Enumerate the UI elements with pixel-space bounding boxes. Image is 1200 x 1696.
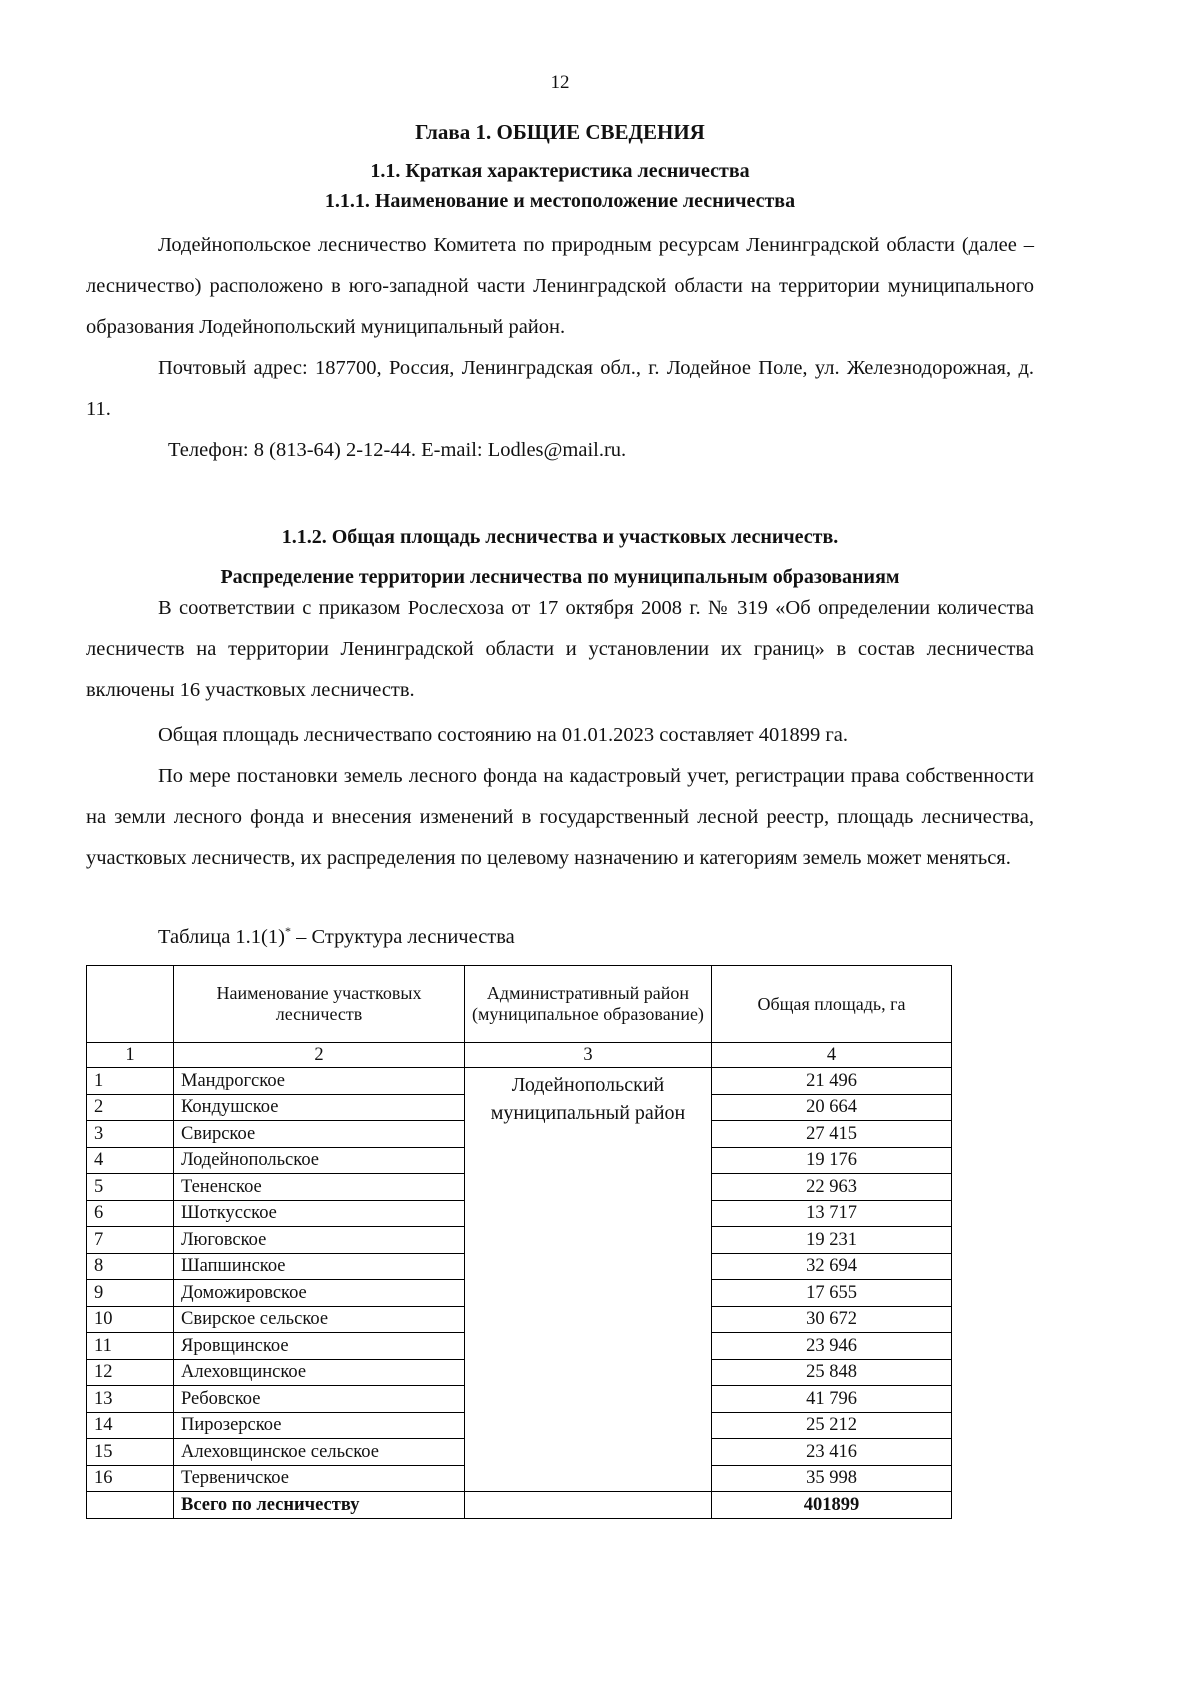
row-number: 3 (87, 1121, 174, 1148)
row-area: 22 963 (712, 1174, 952, 1201)
row-number: 11 (87, 1333, 174, 1360)
row-area: 17 655 (712, 1280, 952, 1307)
paragraph-total-area: Общая площадь лесничествапо состоянию на 01.01.2023 составляет 401899 га. (158, 724, 849, 746)
row-area: 23 946 (712, 1333, 952, 1360)
row-area: 23 416 (712, 1439, 952, 1466)
header-district: Административный район (муниципальное образование) (465, 966, 712, 1043)
row-area: 27 415 (712, 1121, 952, 1148)
row-area: 30 672 (712, 1306, 952, 1333)
table-caption-suffix: – Структура лесничества (290, 925, 515, 948)
row-area: 21 496 (712, 1068, 952, 1095)
row-forestry-name: Яровщинское (174, 1333, 465, 1360)
page-number: 12 (550, 72, 570, 93)
row-forestry-name: Шоткусское (174, 1200, 465, 1227)
row-number: 14 (87, 1412, 174, 1439)
header-name: Наименование участковых лесничеств (174, 966, 465, 1043)
row-number: 13 (87, 1386, 174, 1413)
paragraph-order: В соответствии с приказом Рослесхоза от 17 октября 2008 г. № 319 «Об определении количества лесничеств на территории Ленинградской области и установлении их границ» в состав лесничества включены 16 участковых лесничеств. (86, 597, 1034, 701)
header-area: Общая площадь, га (712, 966, 952, 1043)
row-number: 1 (87, 1068, 174, 1095)
row-forestry-name: Шапшинское (174, 1253, 465, 1280)
row-forestry-name: Тервеничское (174, 1465, 465, 1492)
section-heading-1-1-2: 1.1.2. Общая площадь лесничества и участковых лесничеств. (281, 526, 839, 548)
row-number: 2 (87, 1094, 174, 1121)
total-cell-empty (87, 1492, 174, 1519)
row-number: 7 (87, 1227, 174, 1254)
paragraph-changes: По мере постановки земель лесного фонда на кадастровый учет, регистрации права собственности на земли лесного фонда и внесения изменений в государственный лесной реестр, площадь лесничества, участковых лесничеств, их распределения по целевому назначению и категориям земель может меняться. (86, 765, 1034, 869)
paragraph-address: Почтовый адрес: 187700, Россия, Ленинградская обл., г. Лодейное Поле, ул. Железнодорожная, д. 11. (86, 357, 1034, 420)
column-number: 4 (712, 1043, 952, 1068)
row-forestry-name: Свирское сельское (174, 1306, 465, 1333)
row-area: 25 212 (712, 1412, 952, 1439)
row-forestry-name: Алеховщинское (174, 1359, 465, 1386)
chapter-title: Глава 1. ОБЩИЕ СВЕДЕНИЯ (415, 120, 705, 144)
section-heading-1-1-1: 1.1.1. Наименование и местоположение лесничества (324, 190, 796, 212)
row-number: 12 (87, 1359, 174, 1386)
row-area: 35 998 (712, 1465, 952, 1492)
total-area: 401899 (712, 1492, 952, 1519)
row-number: 15 (87, 1439, 174, 1466)
row-forestry-name: Кондушское (174, 1094, 465, 1121)
row-forestry-name: Пирозерское (174, 1412, 465, 1439)
row-forestry-name: Свирское (174, 1121, 465, 1148)
table-caption (158, 924, 515, 949)
row-area: 41 796 (712, 1386, 952, 1413)
column-number: 2 (174, 1043, 465, 1068)
paragraph-phone: Телефон: 8 (813-64) 2-12-44. E-mail: Lodles@mail.ru. (168, 439, 627, 461)
row-number: 10 (87, 1306, 174, 1333)
row-forestry-name: Доможировское (174, 1280, 465, 1307)
section-heading-distribution: Распределение территории лесничества по муниципальным образованиям (220, 566, 900, 588)
row-forestry-name: Люговское (174, 1227, 465, 1254)
paragraph-location: Лодейнопольское лесничество Комитета по природным ресурсам Ленинградской области (далее – лесничество) расположено в юго-западной части Ленинградской области на территории муниципального образования Лодейнопольский муниципальный район. (86, 234, 1034, 338)
row-area: 13 717 (712, 1200, 952, 1227)
row-area: 32 694 (712, 1253, 952, 1280)
section-heading-1-1: 1.1. Краткая характеристика лесничества (370, 160, 750, 182)
row-area: 19 231 (712, 1227, 952, 1254)
row-area: 25 848 (712, 1359, 952, 1386)
row-number: 16 (87, 1465, 174, 1492)
row-number: 9 (87, 1280, 174, 1307)
total-cell-empty (465, 1492, 712, 1519)
row-forestry-name: Лодейнопольское (174, 1147, 465, 1174)
table-row (87, 1068, 952, 1095)
row-forestry-name: Мандрогское (174, 1068, 465, 1095)
column-number: 1 (87, 1043, 174, 1068)
row-area: 19 176 (712, 1147, 952, 1174)
row-forestry-name: Алеховщинское сельское (174, 1439, 465, 1466)
row-number: 6 (87, 1200, 174, 1227)
row-number: 8 (87, 1253, 174, 1280)
row-number: 4 (87, 1147, 174, 1174)
forestry-structure-table (86, 965, 952, 1519)
table-caption-mark: * (284, 924, 291, 938)
row-number: 5 (87, 1174, 174, 1201)
header-number (87, 966, 174, 1043)
district-cell: Лодейнопольский муниципальный район (465, 1068, 712, 1492)
row-area: 20 664 (712, 1094, 952, 1121)
total-label: Всего по лесничеству (174, 1492, 465, 1519)
row-forestry-name: Тененское (174, 1174, 465, 1201)
table-total-row (87, 1492, 952, 1519)
column-number: 3 (465, 1043, 712, 1068)
row-forestry-name: Ребовское (174, 1386, 465, 1413)
table-caption-prefix: Таблица 1.1(1) (158, 925, 285, 948)
